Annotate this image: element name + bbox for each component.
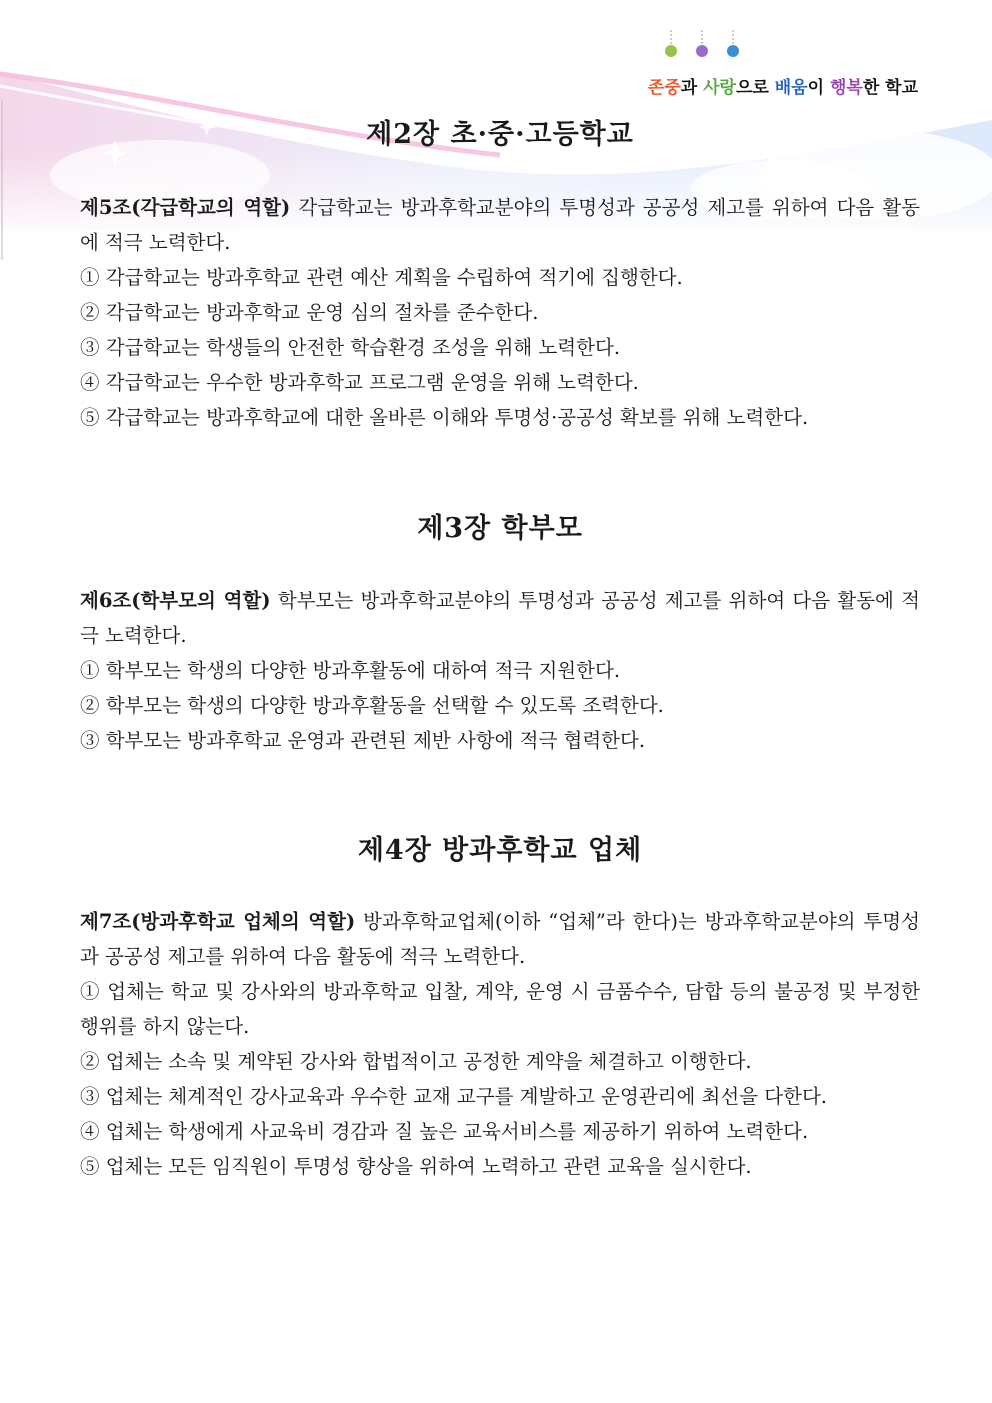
- article-intro: [80, 190, 920, 260]
- chapter-title: 제3장 학부모: [417, 513, 583, 544]
- article-intro: [80, 904, 920, 974]
- article-item: ③ 학부모는 방과후학교 운영과 관련된 제반 사항에 적극 협력한다.: [80, 729, 646, 752]
- article-intro-text: 방과후학교업체(이하 “업체”라 한다)는 방과후학교분야의 투명성과 공공성 제고를 위하여 다음 활동에 적극 노력한다.: [80, 910, 920, 968]
- slogan-part: 사랑: [703, 78, 736, 98]
- article-item: ④ 각급학교는 우수한 방과후학교 프로그램 운영을 위해 노력한다.: [80, 371, 639, 394]
- slogan-part: 으로: [735, 78, 775, 98]
- article-item: ② 학부모는 학생의 다양한 방과후활동을 선택할 수 있도록 조력한다.: [80, 694, 664, 717]
- article-intro-text: 학부모는 방과후학교분야의 투명성과 공공성 제고를 위하여 다음 활동에 적극 노력한다.: [80, 589, 921, 647]
- slogan-part: 이: [807, 78, 830, 98]
- slogan-part: 행복: [829, 78, 863, 98]
- article-intro-text: 각급학교는 방과후학교분야의 투명성과 공공성 제고를 위하여 다음 활동에 적극 노력한다.: [80, 196, 921, 254]
- article-item: ③ 업체는 체계적인 강사교육과 우수한 교재 교구를 계발하고 운영관리에 최선을 다한다.: [80, 1085, 827, 1108]
- slogan-part: 과: [680, 78, 704, 98]
- slogan-part: 존중: [647, 78, 681, 98]
- school-slogan: [560, 73, 918, 98]
- chapter-title: 제4장 방과후학교 업체: [357, 835, 643, 866]
- slogan-part: 배움: [774, 78, 808, 98]
- article-item: ③ 각급학교는 학생들의 안전한 학습환경 조성을 위해 노력한다.: [80, 336, 621, 359]
- article-item: ① 각급학교는 방과후학교 관련 예산 계획을 수립하여 적기에 집행한다.: [80, 266, 683, 289]
- article-item: ④ 업체는 학생에게 사교육비 경감과 질 높은 교육서비스를 제공하기 위하여 노력한다.: [80, 1120, 809, 1143]
- article-heading: 제5조(각급학교의 역할): [80, 196, 291, 219]
- article-heading: 제6조(학부모의 역할): [80, 589, 271, 612]
- article-item: ① 학부모는 학생의 다양한 방과후활동에 대하여 적극 지원한다.: [80, 659, 621, 682]
- article-item: ② 각급학교는 방과후학교 운영 심의 절차를 준수한다.: [80, 301, 539, 324]
- article-item: ⑤ 업체는 모든 임직원이 투명성 향상을 위하여 노력하고 관련 교육을 실시한다.: [80, 1155, 752, 1178]
- article-heading: 제7조(방과후학교 업체의 역할): [80, 910, 356, 933]
- article-item: ⑤ 각급학교는 방과후학교에 대한 올바른 이해와 투명성·공공성 확보를 위해 노력한다.: [80, 406, 809, 429]
- article-intro: [80, 583, 920, 653]
- chapter-title: 제2장 초·중·고등학교: [366, 119, 634, 150]
- article-7: [80, 904, 920, 1184]
- article-item: ② 업체는 소속 및 계약된 강사와 합법적이고 공정한 계약을 체결하고 이행한다.: [80, 1050, 752, 1073]
- article-item: ① 업체는 학교 및 강사와의 방과후학교 입찰, 계약, 운영 시 금품수수, 담합 등의 불공정 및 부정한 행위를 하지 않는다.: [80, 980, 920, 1038]
- article-6: [80, 583, 920, 758]
- article-5: [80, 190, 920, 435]
- slogan-part: 한 학교: [862, 78, 918, 98]
